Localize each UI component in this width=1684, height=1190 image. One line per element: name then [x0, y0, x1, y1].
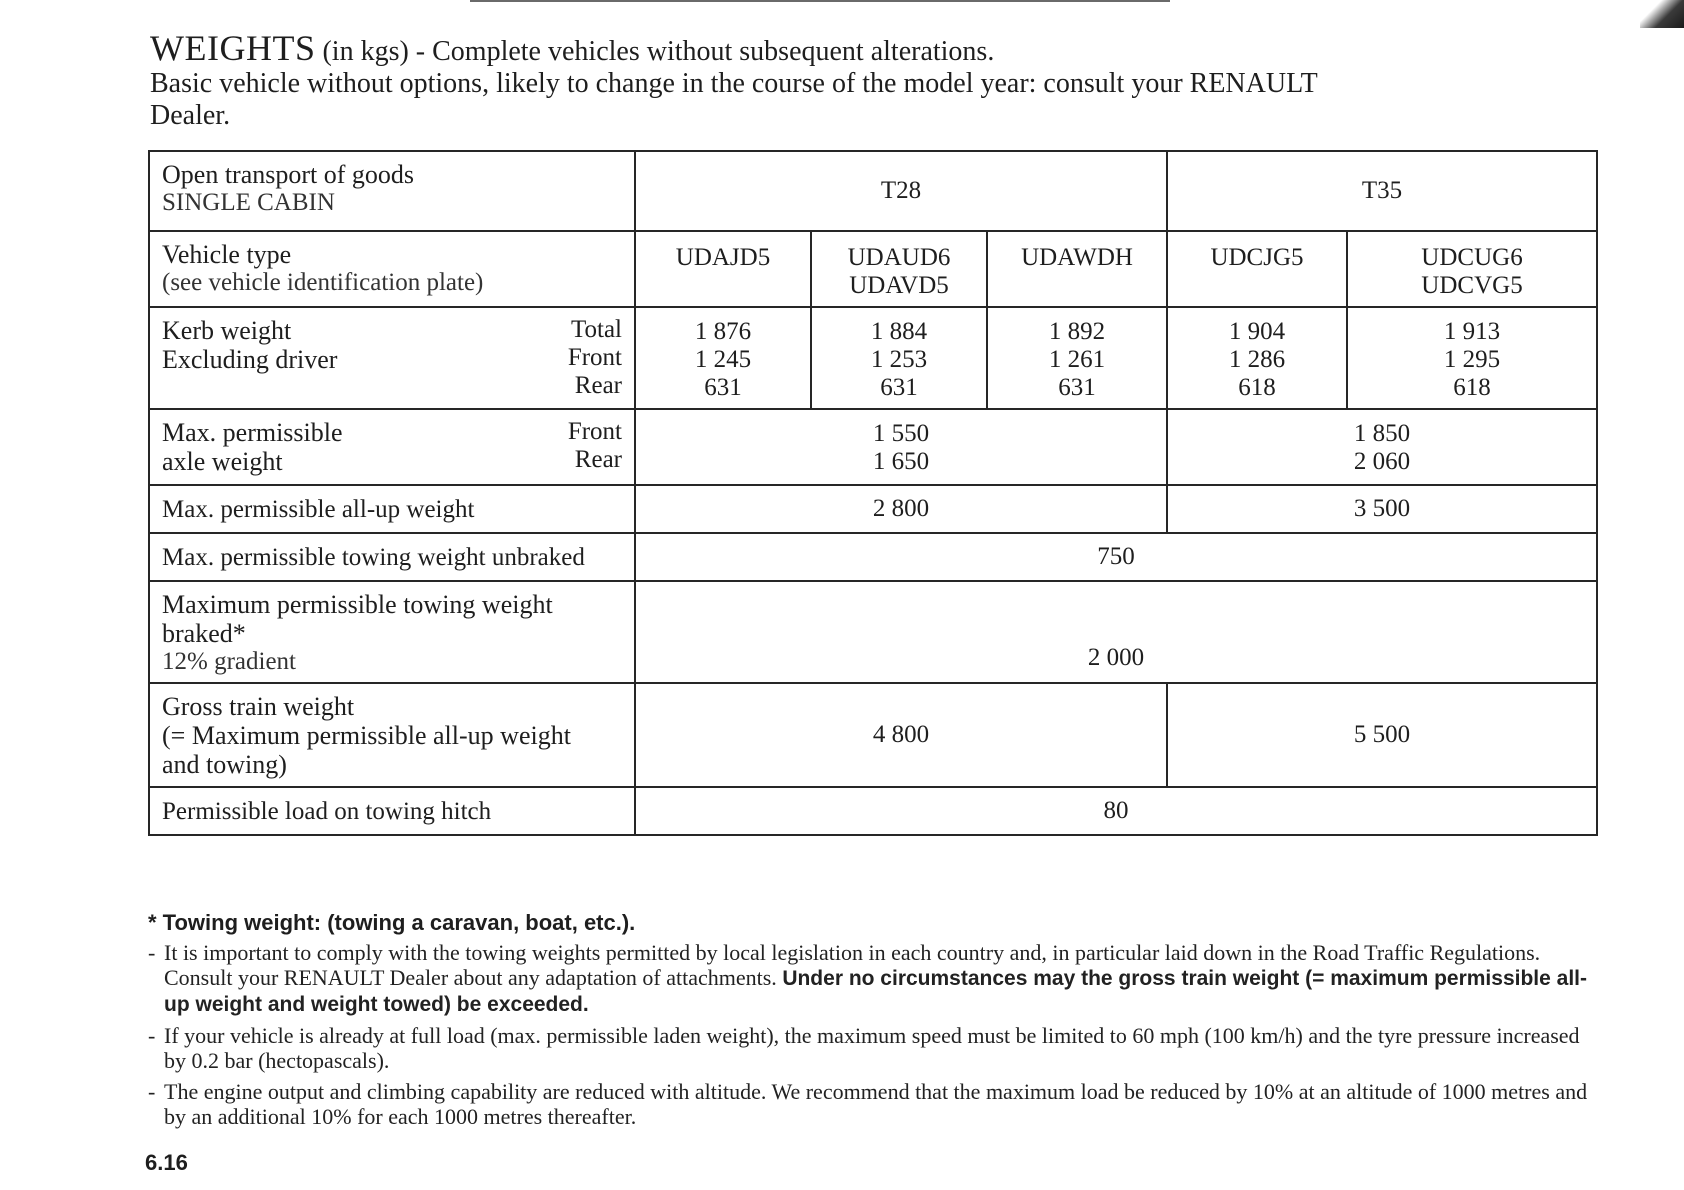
table-row-kerb-weight: [149, 307, 1597, 409]
gross-t28: 4 800: [635, 683, 1167, 787]
scan-corner-mark: [1640, 0, 1684, 28]
table-row-axle-weight: [149, 409, 1597, 485]
gross-sub-2: and towing): [162, 750, 287, 780]
vehicle-type-col4: UDCJG5: [1167, 231, 1347, 307]
heading-title-rest: (in kgs) - Complete vehicles without subsequent alterations.: [315, 36, 995, 67]
allup-label: Max. permissible all-up weight: [149, 485, 635, 533]
heading-line-2: Basic vehicle without options, likely to change in the course of the model year: consult your RENAULT: [150, 68, 1318, 100]
kerb-col4: 1 904 1 286 618: [1167, 307, 1347, 409]
vehicle-type-label-cell: [149, 231, 635, 307]
axle-t35: 1 850 2 060: [1167, 409, 1597, 485]
footnote-2-text: If your vehicle is already at full load (max. permissible laden weight), the maximum speed must be limited to 60 mph (100 km/h) and the tyre pressure increased by 0.2 bar (hectopascals).: [164, 1022, 1580, 1074]
axle-label-2: axle weight: [162, 447, 283, 477]
axle-side-front: Front: [567, 418, 622, 445]
vehicle-type-label: Vehicle type: [162, 240, 292, 269]
corner-line-2: SINGLE CABIN: [162, 189, 335, 217]
table-row-gross-train: [149, 683, 1597, 787]
axle-t28: 1 550 1 650: [635, 409, 1167, 485]
group-header-t35: T35: [1167, 151, 1597, 231]
group-header-t28: T28: [635, 151, 1167, 231]
gross-t35: 5 500: [1167, 683, 1597, 787]
kerb-label-1: Kerb weight: [162, 316, 292, 345]
kerb-col2: 1 884 1 253 631: [811, 307, 987, 409]
footnote-3-text: The engine output and climbing capability are reduced with altitude. We recommend that the maximum load be reduced by 10% at an altitude of 1000 metres and by an additional 10% for each 1000 metres thereafter.: [164, 1079, 1588, 1130]
footnote-1-bold: Under no circumstances may the gross train weight (= maximum permissible all-up weight and weight towed) be exceeded.: [164, 967, 1587, 1017]
heading-title: WEIGHTS: [150, 28, 316, 68]
braked-value: 2 000: [635, 581, 1597, 683]
axle-side-rear: Rear: [574, 446, 622, 473]
kerb-label-cell: [149, 307, 635, 409]
vehicle-type-col3: UDAWDH: [987, 231, 1167, 307]
allup-t35: 3 500: [1167, 485, 1597, 533]
table-row-towing-unbraked: [149, 533, 1597, 581]
vehicle-type-col5-line2: UDCVG5: [1421, 272, 1523, 299]
table-corner-cell: [149, 151, 635, 231]
footnote-3: - The engine output and climbing capability are reduced with altitude. We recommend that the maximum load be reduced by 10% at an altitude of 1000 metres and by an additional 10% for each 1000 metres thereafter.: [148, 1079, 1598, 1129]
hitch-label: Permissible load on towing hitch: [149, 787, 635, 835]
axle-label-1: Max. permissible: [162, 418, 343, 447]
braked-label: Maximum permissible towing weight braked*: [162, 590, 553, 649]
axle-label-cell: [149, 409, 635, 485]
gross-label-cell: [149, 683, 635, 787]
page-number: 6.16: [145, 1150, 188, 1175]
footnote-2: - If your vehicle is already at full load (max. permissible laden weight), the maximum speed must be limited to 60 mph (100 km/h) and the tyre pressure increased by 0.2 bar (hectopascals).: [148, 1023, 1598, 1073]
kerb-col3: 1 892 1 261 631: [987, 307, 1167, 409]
table-row-vehicle-type: [149, 231, 1597, 307]
footnote-1-text: It is important to comply with the towing weights permitted by local legislation in each country and, in particular laid down in the Road Traffic Regulations. Consult your RENAULT Dealer about any adaptation of attachments.: [164, 940, 1541, 991]
footnotes: [148, 910, 1598, 1135]
kerb-col1: 1 876 1 245 631: [635, 307, 811, 409]
kerb-side-rear: Rear: [574, 372, 622, 399]
table-row-allup-weight: [149, 485, 1597, 533]
kerb-label-2: Excluding driver: [162, 345, 338, 375]
heading-line-1: [150, 28, 1610, 68]
vehicle-type-col1: UDAJD5: [635, 231, 811, 307]
vehicle-type-col2: [811, 231, 987, 307]
corner-line-1: Open transport of goods: [162, 160, 415, 189]
page-heading: [150, 28, 1610, 131]
vehicle-type-col2-line2: UDAVD5: [849, 272, 949, 299]
unbraked-label: Max. permissible towing weight unbraked: [149, 533, 635, 581]
gross-label: Gross train weight: [162, 692, 355, 722]
braked-sublabel: 12% gradient: [162, 648, 296, 676]
footnote-title: * Towing weight: (towing a caravan, boat, etc.).: [148, 910, 636, 935]
vehicle-type-col5: [1347, 231, 1597, 307]
vehicle-type-col2-line1: UDAUD6: [847, 244, 951, 271]
kerb-col5: 1 913 1 295 618: [1347, 307, 1597, 409]
table-row-towing-hitch: [149, 787, 1597, 835]
kerb-side-front: Front: [567, 344, 622, 371]
table-row-towing-braked: [149, 581, 1597, 683]
vehicle-type-col5-line1: UDCUG6: [1421, 244, 1523, 271]
unbraked-value: 750: [635, 533, 1597, 581]
gross-sub-1: (= Maximum permissible all-up weight: [162, 721, 571, 751]
table-row-header: [149, 151, 1597, 231]
top-rule: [470, 0, 1170, 2]
braked-label-cell: [149, 581, 635, 683]
hitch-value: 80: [635, 787, 1597, 835]
footnote-1: - It is important to comply with the towing weights permitted by local legislation in each country and, in particular laid down in the Road Traffic Regulations. Consult your RENAULT Dealer about any adaptation of attachments. Under no circumstances may the gross train weight (= maximum permissible all-up weight and weight towed) be exceeded.: [148, 940, 1587, 1017]
heading-line-3: Dealer.: [150, 99, 231, 131]
kerb-side-total: Total: [570, 316, 622, 343]
weights-table: [148, 150, 1598, 836]
vehicle-type-sublabel: (see vehicle identification plate): [162, 269, 484, 297]
allup-t28: 2 800: [635, 485, 1167, 533]
